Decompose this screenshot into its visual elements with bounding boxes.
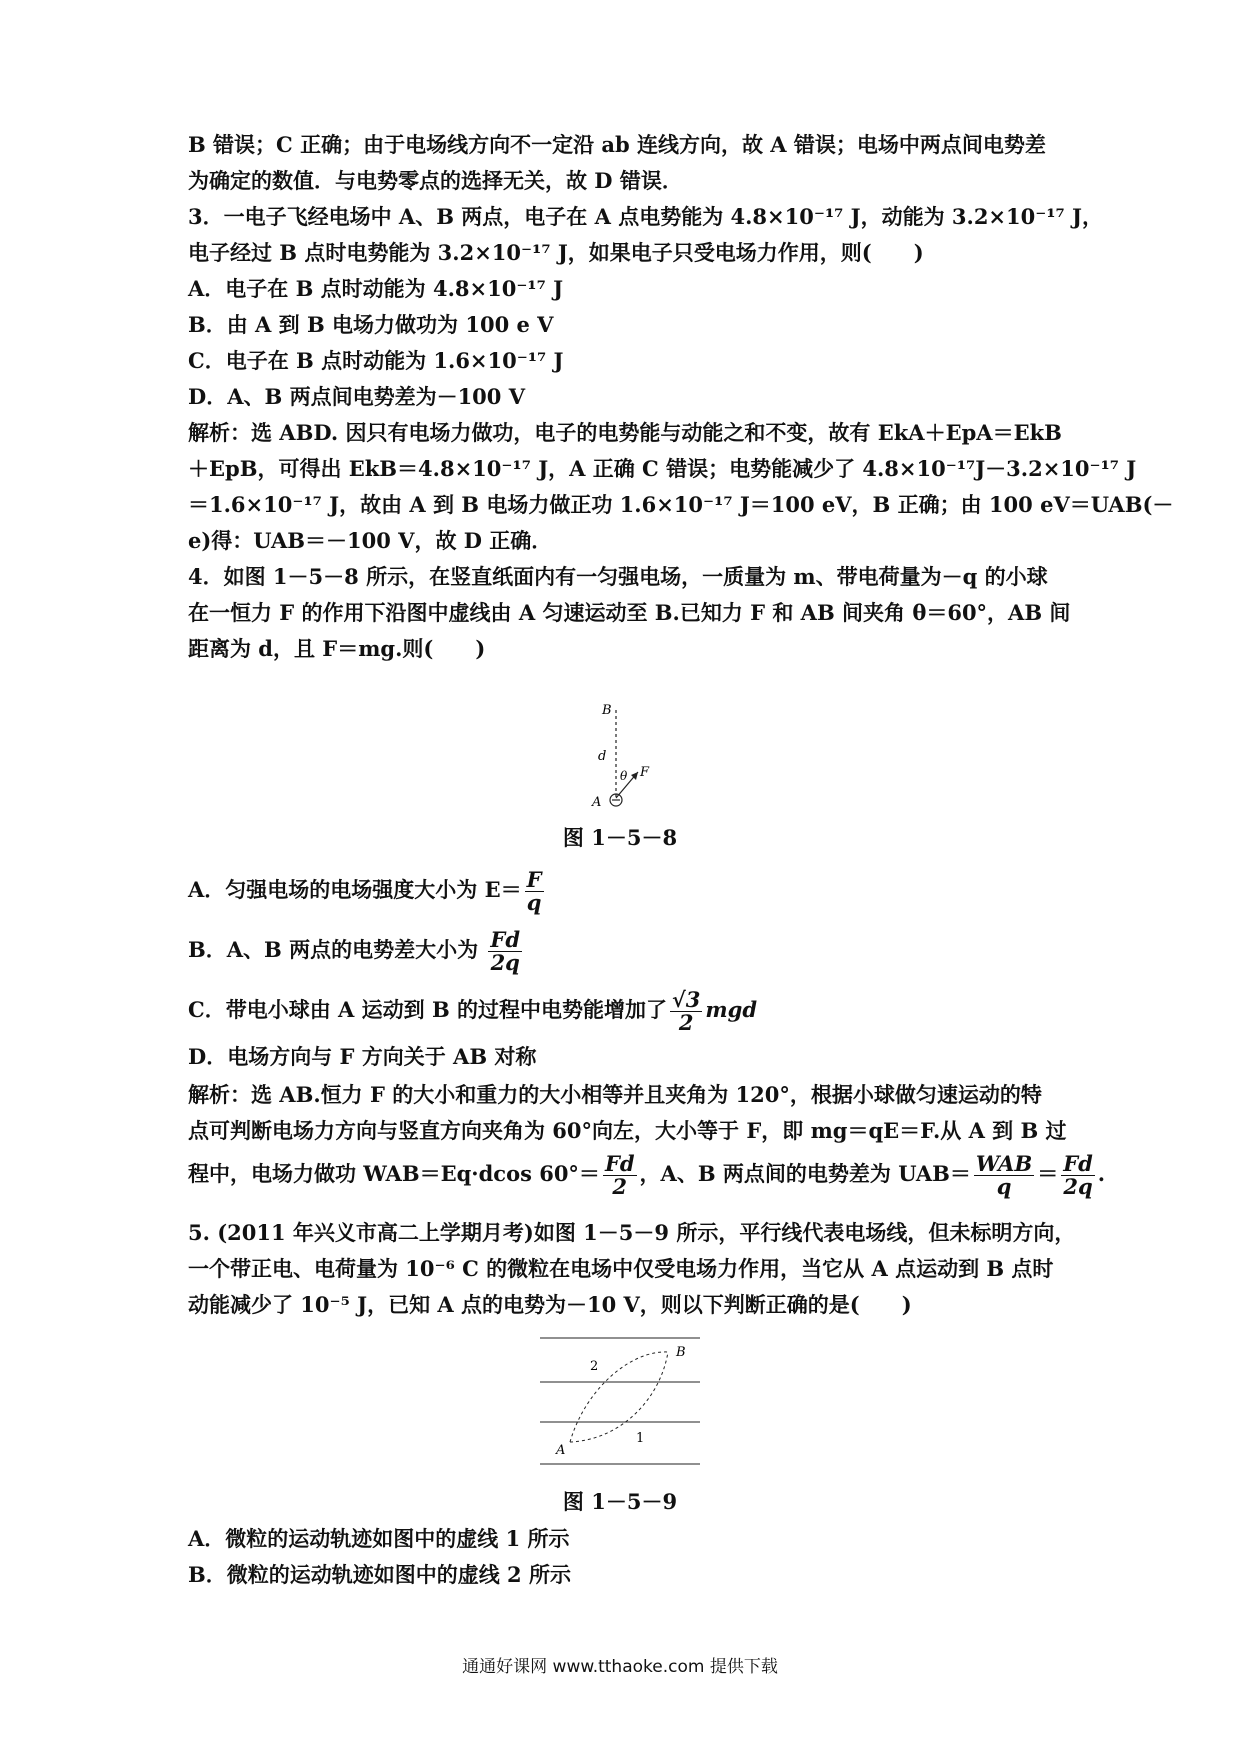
figure-caption: 图 1－5－8 — [562, 825, 678, 850]
fraction — [488, 929, 522, 974]
analysis-line — [188, 1151, 1106, 1199]
option-c: C．电子在 B 点时动能为 1.6×10⁻¹⁷ J — [188, 348, 564, 373]
option-a-text: A．匀强电场的电场强度大小为 E＝ — [188, 877, 522, 902]
option-b — [188, 928, 1056, 974]
denominator: 2q — [1063, 1174, 1093, 1199]
label-2: 2 — [590, 1359, 599, 1374]
label-a: A — [556, 1443, 566, 1458]
fraction — [1061, 1153, 1095, 1198]
option-c — [188, 988, 1056, 1034]
fraction — [974, 1153, 1034, 1198]
analysis-line: ＝1.6×10⁻¹⁷ J，故由 A 到 B 电场力做正功 1.6×10⁻¹⁷ J＝100 eV，B 正确；由 100 eV＝UAB(－ — [188, 492, 1174, 517]
denominator: q — [996, 1174, 1012, 1199]
trajectory-2 — [570, 1352, 668, 1442]
label-1: 1 — [636, 1431, 645, 1446]
analysis-line: ＋EpB，可得出 EkB＝4.8×10⁻¹⁷ J，A 正确 C 错误；电势能减少了 4.8×10⁻¹⁷J－3.2×10⁻¹⁷ J — [188, 456, 1137, 481]
denominator: q — [526, 890, 542, 915]
text-line: B 错误；C 正确；由于电场线方向不一定沿 ab 连线方向，故 A 错误；电场中两点间电势差 — [188, 132, 1046, 157]
text-line: 为确定的数值．与电势零点的选择无关，故 D 错误． — [188, 168, 683, 193]
question-5-stem: 一个带正电、电荷量为 10⁻⁶ C 的微粒在电场中仅受电场力作用，当它从 A 点运动到 B 点时 — [188, 1256, 1054, 1281]
label-b: B — [602, 703, 612, 718]
question-4-stem: 距离为 d，且 F＝mg.则( ) — [188, 636, 486, 661]
question-3-stem: 电子经过 B 点时电势能为 3.2×10⁻¹⁷ J，如果电子只受电场力作用，则( ) — [188, 240, 924, 265]
page-footer: 通通好课网 www.tthaoke.com 提供下载 — [462, 1657, 778, 1677]
label-a: A — [592, 795, 602, 810]
label-b: B — [676, 1345, 686, 1360]
analysis-text: 程中，电场力做功 WAB＝Eq·dcos 60°＝ — [188, 1161, 600, 1186]
option-c-suffix: mgd — [705, 997, 758, 1022]
option-d: D．电场方向与 F 方向关于 AB 对称 — [188, 1044, 537, 1069]
option-b: B．由 A 到 B 电场力做功为 100 e V — [188, 312, 554, 337]
equals-sign: ＝ — [1037, 1161, 1059, 1186]
numerator: WAB — [975, 1151, 1033, 1176]
option-a: A．微粒的运动轨迹如图中的虚线 1 所示 — [188, 1526, 570, 1551]
option-b-text: B．A、B 两点的电势差大小为 — [188, 937, 486, 962]
denominator: 2 — [678, 1010, 694, 1035]
option-b: B．微粒的运动轨迹如图中的虚线 2 所示 — [188, 1562, 571, 1587]
option-a — [188, 868, 1056, 914]
label-d: d — [598, 749, 607, 764]
numerator: Fd — [1063, 1151, 1093, 1176]
label-theta: θ — [620, 769, 628, 783]
denominator: 2q — [490, 950, 520, 975]
analysis-line: e)得：UAB＝－100 V，故 D 正确． — [188, 528, 553, 553]
fraction — [603, 1153, 637, 1198]
analysis-text: ，A、B 两点间的电势差为 UAB＝ — [639, 1161, 971, 1186]
analysis-line: 解析：选 AB.恒力 F 的大小和重力的大小相等并且夹角为 120°，根据小球做匀速运动的特 — [188, 1082, 1042, 1107]
label-f: F — [640, 765, 650, 780]
figure-1-5-9 — [540, 1330, 700, 1470]
fraction — [670, 989, 702, 1034]
question-4-stem: 4．如图 1－5－8 所示，在竖直纸面内有一匀强电场，一质量为 m、带电荷量为－q 的小球 — [188, 564, 1048, 589]
question-5-stem: 5. (2011 年兴义市高二上学期月考)如图 1－5－9 所示，平行线代表电场线，但未标明方向， — [188, 1220, 1076, 1245]
question-5-stem: 动能减少了 10⁻⁵ J，已知 A 点的电势为－10 V，则以下判断正确的是( ) — [188, 1292, 912, 1317]
figure-1-5-8 — [580, 700, 690, 820]
period: . — [1097, 1161, 1106, 1186]
option-d: D．A、B 两点间电势差为－100 V — [188, 384, 526, 409]
option-a: A．电子在 B 点时动能为 4.8×10⁻¹⁷ J — [188, 276, 564, 301]
numerator: Fd — [604, 1151, 635, 1176]
denominator: 2 — [612, 1174, 628, 1199]
question-3-stem: 3．一电子飞经电场中 A、B 两点，电子在 A 点电势能为 4.8×10⁻¹⁷ J，动能为 3.2×10⁻¹⁷ J， — [188, 204, 1103, 229]
analysis-line: 点可判断电场力方向与竖直方向夹角为 60°向左，大小等于 F，即 mg＝qE＝F.从 A 到 B 过 — [188, 1118, 1067, 1143]
option-c-text: C．带电小球由 A 运动到 B 的过程中电势能增加了 — [188, 997, 667, 1022]
numerator: F — [526, 867, 542, 892]
question-4-stem: 在一恒力 F 的作用下沿图中虚线由 A 匀速运动至 B.已知力 F 和 AB 间夹角 θ＝60°，AB 间 — [188, 600, 1071, 625]
trajectory-1 — [570, 1352, 668, 1442]
fraction — [525, 869, 544, 914]
numerator: Fd — [490, 927, 521, 952]
figure-caption: 图 1－5－9 — [562, 1489, 678, 1514]
analysis-line: 解析：选 ABD. 因只有电场力做功，电子的电势能与动能之和不变，故有 EkA＋EpA＝EkB — [188, 420, 1062, 445]
numerator: √3 — [672, 987, 701, 1012]
